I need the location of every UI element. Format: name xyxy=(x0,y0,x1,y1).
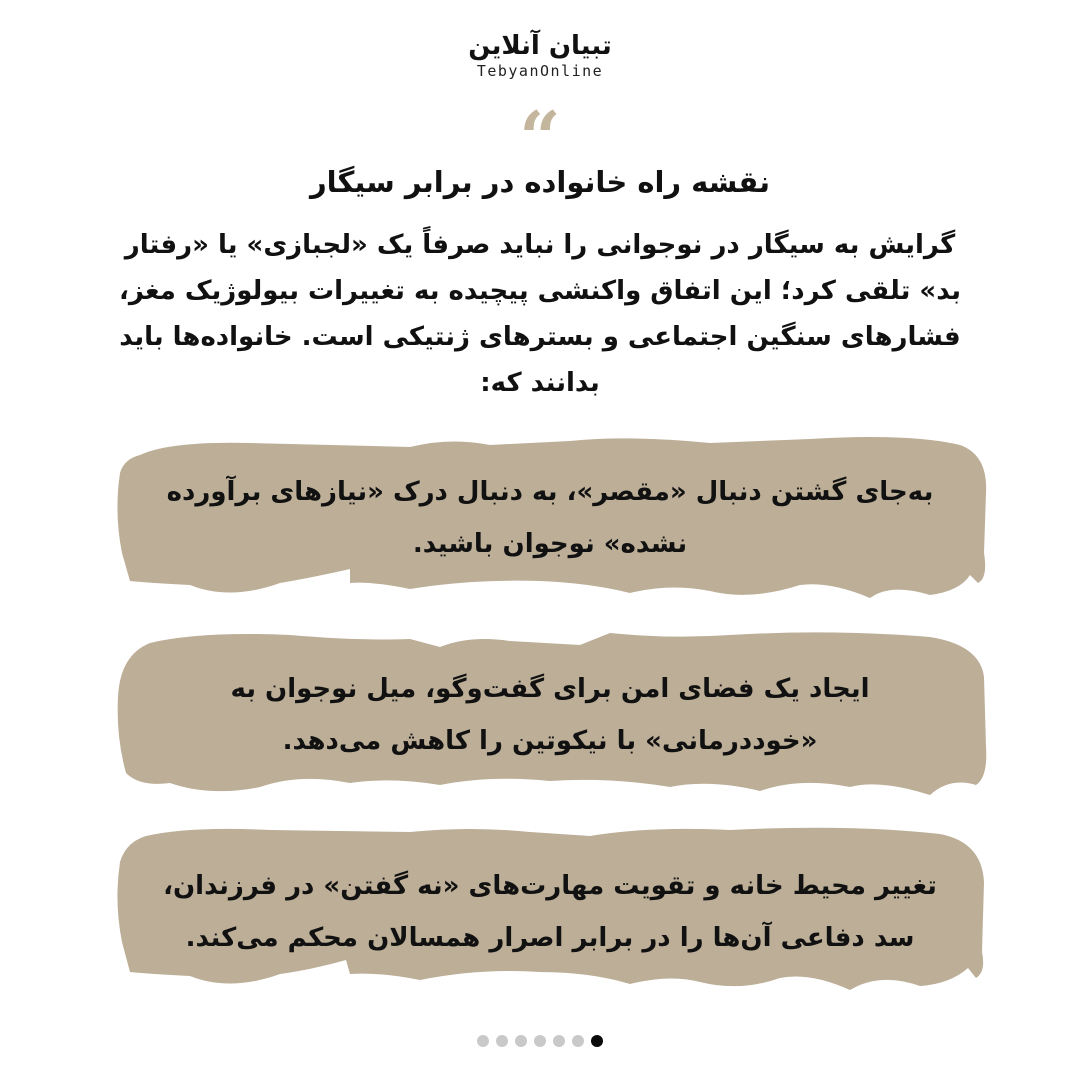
pagination-dot[interactable] xyxy=(534,1035,546,1047)
logo-english: TebyanOnline xyxy=(476,62,604,80)
tip-card-3 xyxy=(110,822,990,1002)
tip-card-1 xyxy=(110,433,990,603)
pagination-dot[interactable] xyxy=(496,1035,508,1047)
tip-text: به‌جای گشتن دنبال «مقصر»، به دنبال درک «نیازهای برآورده نشده» نوجوان باشید. xyxy=(166,477,934,559)
pagination-dot[interactable] xyxy=(515,1035,527,1047)
tip-text: تغییر محیط خانه و تقویت مهارت‌های «نه گفتن» در فرزندان، سد دفاعی آن‌ها را در برابر اصرار همسالان محکم می‌کند. xyxy=(163,871,937,953)
pagination-dot-active[interactable] xyxy=(591,1035,603,1047)
logo-persian: تبیان آنلاین xyxy=(468,31,612,61)
left-double-quote-icon: “ xyxy=(519,102,561,152)
pagination-dot[interactable] xyxy=(572,1035,584,1047)
tip-card-2 xyxy=(110,627,990,802)
brand-logo xyxy=(0,30,1080,80)
carousel-pagination xyxy=(0,1035,1080,1047)
pagination-dot[interactable] xyxy=(477,1035,489,1047)
pagination-dot[interactable] xyxy=(553,1035,565,1047)
intro-paragraph: گرایش به سیگار در نوجوانی را نباید صرفاً یک «لجبازی» یا «رفتار بد» تلقی کرد؛ این اتفاق واکنشی پیچیده به تغییرات بیولوژیک مغز، فشارهای سنگین اجتماعی و بسترهای ژنتیکی است. خانواده‌ها باید بدانند که: xyxy=(119,230,961,398)
page-title: نقشه راه خانواده در برابر سیگار xyxy=(309,165,771,199)
tip-text: ایجاد یک فضای امن برای گفت‌وگو، میل نوجوان به «خوددرمانی» با نیکوتین را کاهش می‌دهد. xyxy=(230,673,870,756)
